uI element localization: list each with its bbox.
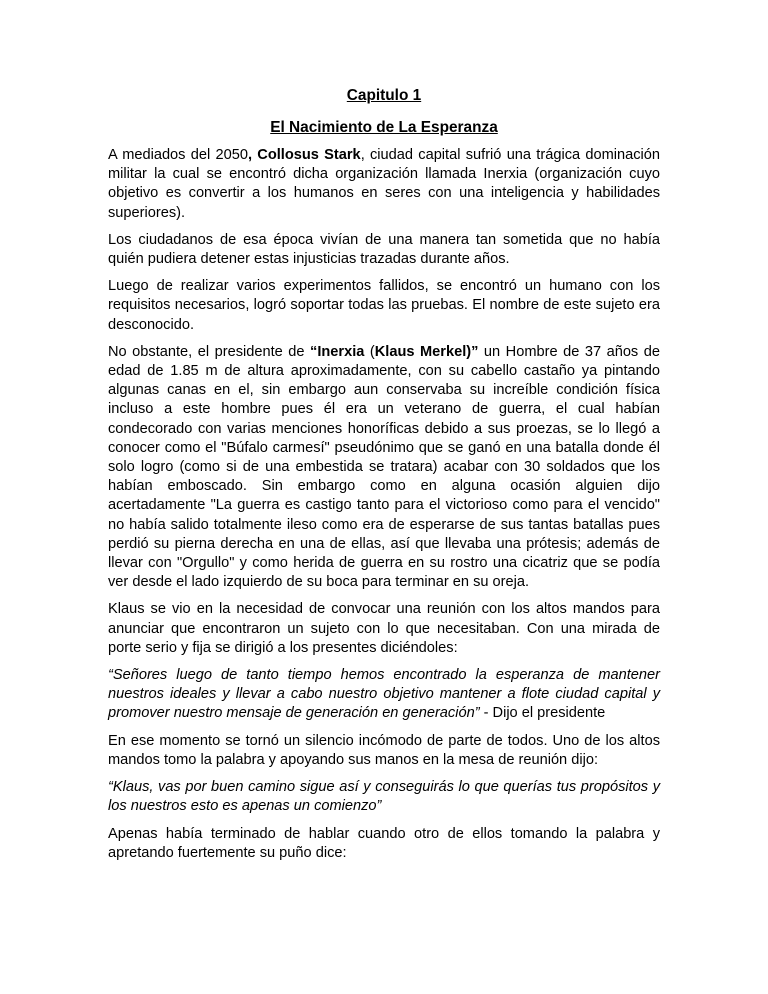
paragraph-3: Luego de realizar varios experimentos fallidos, se encontró un humano con los requisitos necesarios, logró soportar todas las pruebas. El nombre de este sujeto era desconocido. bbox=[108, 278, 660, 333]
document-body bbox=[108, 86, 660, 871]
paragraph-1 bbox=[108, 146, 660, 223]
president-name: Klaus Merkel)” bbox=[374, 343, 479, 360]
paragraph-4 bbox=[108, 343, 660, 593]
paragraph-4-paren: ( bbox=[364, 343, 375, 360]
paragraph-9: Apenas había terminado de hablar cuando otro de ellos tomando la palabra y apretando fuertemente su puño dice: bbox=[108, 825, 660, 861]
paragraph-1-rest: , ciudad capital sufrió una trágica dominación militar la cual se encontró dicha organización llamada Inerxia (organización cuyo objetivo es convertir a los humanos en seres con una inteligencia y habilidades superiores). bbox=[108, 147, 661, 221]
chapter-title: El Nacimiento de La Esperanza bbox=[270, 119, 498, 136]
chapter-heading: Capitulo 1 bbox=[346, 87, 422, 104]
paragraph-1-start: A mediados del 2050 bbox=[108, 147, 248, 163]
president-quote: “Señores luego de tanto tiempo hemos encontrado la esperanza de mantener nuestros ideales y llevar a cabo nuestro objetivo mantener a flote ciudad capital y promover nuestro mensaje de generación en generación” bbox=[108, 667, 660, 722]
paragraph-4-start: No obstante, el presidente de bbox=[108, 343, 311, 360]
quote-attribution: - Dijo el presidente bbox=[479, 705, 606, 722]
paragraph-2: Los ciudadanos de esa época vivían de una manera tan sometida que no había quién pudiera detener estas injusticias trazadas durante años. bbox=[108, 231, 660, 268]
paragraph-8-quote: “Klaus, vas por buen camino sigue así y conseguirás lo que querías tus propósitos y los nuestros esto es apenas un comienzo” bbox=[108, 779, 660, 815]
paragraph-5: Klaus se vio en la necesidad de convocar una reunión con los altos mandos para anunciar que encontraron un sujeto con lo que necesitaban. Con una mirada de porte serio y fija se dirigió a los presentes diciéndoles: bbox=[108, 601, 660, 656]
city-name: , Collosus Stark bbox=[247, 147, 361, 163]
organization-name: “Inerxia bbox=[310, 343, 365, 360]
paragraph-6 bbox=[108, 666, 660, 724]
paragraph-4-rest: un Hombre de 37 años de edad de 1.85 m de altura aproximadamente, con su cabello castaño ya pintando algunas canas en el, sin embargo aun conservaba su increíble condición física incluso a este hombre pues él era un veterano de guerra, el cual habían condecorado con varias menciones honoríficas debido a sus proezas, se lo llegó a conocer como el "Búfalo carmesí" pseudónimo que se ganó en una batalla donde él solo logro (como si de una embestida se tratara) acabar con 30 soldados que los habían emboscado. Sin embargo como en alguna ocasión alguien dijo acertadamente "La guerra es castigo tanto para el victorioso como para el vencido" no había salido totalmente ileso como era de esperarse de sus tantas batallas pues perdió su pierna derecha en una de ellas, así que llevaba una prótesis; además de llevar con "Orgullo" y como herida de guerra en su rostro una cicatriz que se podía ver desde el lado izquierdo de su boca para terminar en su oreja. bbox=[108, 343, 660, 591]
paragraph-7: En ese momento se tornó un silencio incómodo de parte de todos. Uno de los altos mandos tomo la palabra y apoyando sus manos en la mesa de reunión dijo: bbox=[108, 732, 660, 768]
